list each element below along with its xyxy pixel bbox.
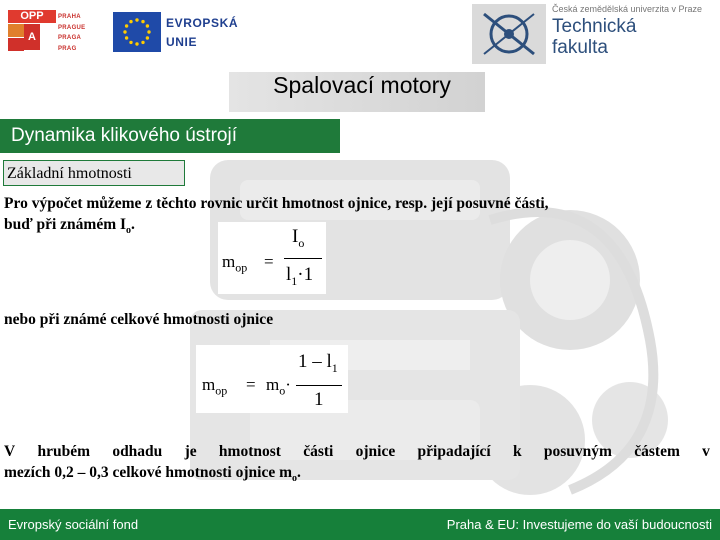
formula-2-equals: =	[246, 375, 256, 394]
word: odhadu	[112, 443, 163, 460]
paragraph-3-line-2-end: .	[297, 464, 301, 481]
formula-1-equals: =	[264, 252, 274, 271]
eu-logo-line1: EVROPSKÁ	[166, 16, 239, 30]
paragraph-1-line-2-text: buď při známém I	[4, 216, 127, 233]
university-name-line1: Technická	[552, 16, 637, 37]
word: je	[184, 443, 197, 460]
formula-1-fraction-bar	[284, 258, 322, 259]
formula-1-numerator: $I_o$	[292, 226, 305, 250]
university-emblem-icon	[472, 4, 546, 64]
university-name-line2: fakulta	[552, 37, 608, 58]
word: hrubém	[37, 443, 91, 460]
formula-2-fraction-bar	[296, 385, 342, 386]
eu-flag-icon	[113, 12, 161, 52]
praha-logo-line: PRAHA	[58, 14, 81, 20]
formula-2-denominator: 1	[314, 389, 324, 410]
formula-2-factor: $m_o\cdot$	[266, 375, 291, 398]
footer-right-text: Praha & EU: Investujeme do vaší budoucnosti	[446, 517, 712, 532]
paragraph-1-line-2-end: .	[131, 216, 135, 233]
slide-subtitle: Dynamika klikového ústrojí	[0, 119, 340, 153]
footer-bar	[0, 509, 720, 540]
formula-1	[218, 222, 326, 294]
word: posuvným	[543, 443, 612, 460]
word: části	[303, 443, 334, 460]
university-name	[552, 16, 637, 58]
praha-logo-line: PRAGA	[58, 35, 82, 41]
university-subtitle: Česká zemědělská univerzita v Praze	[552, 4, 703, 14]
formula-2-lhs: $m_{op}$	[202, 375, 228, 398]
page-title: Spalovací motory	[273, 72, 451, 98]
paragraph-3-line-2-sub: o	[292, 473, 297, 485]
word: v	[702, 443, 710, 460]
praha-logo-line: PRAG	[58, 45, 77, 52]
word: částem	[634, 443, 680, 460]
word: hmotnost	[218, 443, 281, 460]
paragraph-1	[4, 193, 710, 241]
section-heading: Základní hmotnosti	[3, 160, 185, 186]
paragraph-1-line-1: Pro výpočet můžeme z těchto rovnic určit hmotnost ojnice, resp. její posuvné části,	[4, 195, 549, 212]
praha-logo	[58, 12, 100, 56]
university-emblem	[472, 4, 546, 64]
footer-left-text: Evropský sociální fond	[8, 517, 139, 532]
formula-2	[196, 345, 348, 413]
word: připadající	[417, 443, 491, 460]
formula-1-lhs: $m_{op}$	[222, 252, 248, 275]
eu-logo-line2: UNIE	[166, 35, 198, 49]
opp-logo	[8, 10, 56, 52]
word: V	[4, 443, 16, 460]
paragraph-1-line-2	[4, 214, 710, 241]
praha-logo-line: PRAGUE	[58, 24, 86, 31]
header-logos	[0, 0, 720, 70]
formula-2-numerator: $1 - l_1$	[298, 351, 338, 375]
paragraph-1-line-2-sub: o	[126, 225, 132, 237]
paragraph-3-line-1	[4, 441, 710, 462]
paragraph-3	[4, 441, 710, 489]
word: ojnice	[355, 443, 396, 460]
formula-1-denominator: $l_1\cdot 1$	[286, 264, 314, 288]
paragraph-3-line-2-text: mezích 0,2 – 0,3 celkové hmotnosti ojnice m	[4, 464, 292, 481]
opp-logo-letter: A	[24, 24, 40, 50]
paragraph-3-line-2	[4, 462, 710, 489]
title-band	[229, 72, 485, 112]
opp-logo-text: OPP	[8, 10, 56, 23]
word: k	[513, 443, 522, 460]
eu-logo-text	[166, 14, 238, 52]
paragraph-2: nebo při známé celkové hmotnosti ojnice	[4, 311, 274, 328]
